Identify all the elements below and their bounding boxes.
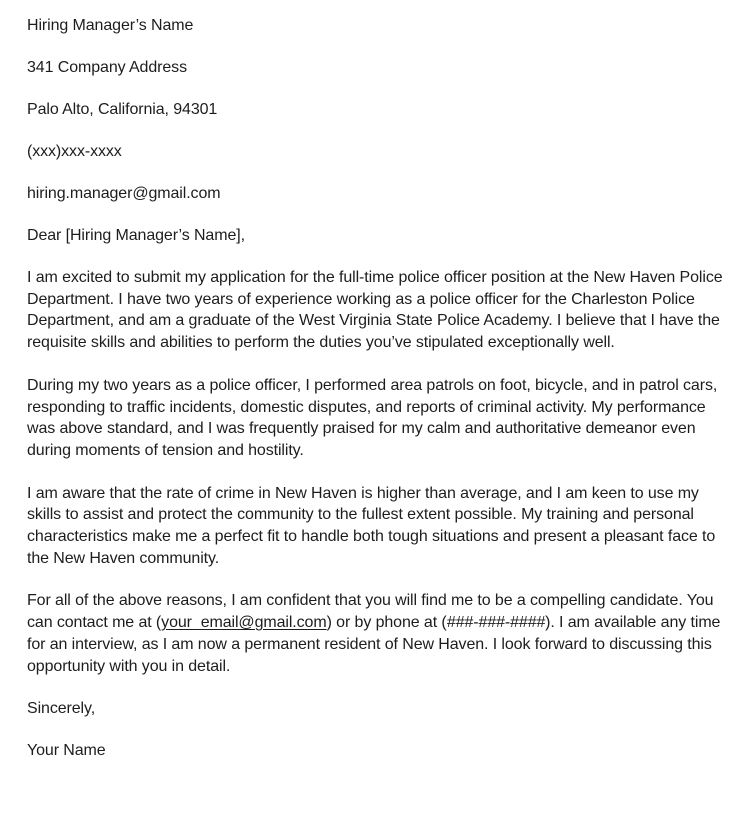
contact-phone-placeholder: ###-###-#### (446, 614, 546, 632)
city-state-zip-line: Palo Alto, California, 94301 (27, 101, 218, 118)
phone-line: (xxx)xxx-xxxx (27, 143, 122, 160)
signature-line: Your Name (27, 742, 106, 760)
paragraph-experience: During my two years as a police officer, I performed area patrols on foot, bicycle, and in patrol cars, responding to traffic incidents, domestic disputes, and reports of criminal activity. My performance was above standard, and I was frequently praised for my calm and authoritative demeanor even during moments of tension and hostility. (27, 376, 718, 459)
signoff-line: Sincerely, (27, 700, 96, 718)
contact-email-link[interactable]: your_email@gmail.com (161, 614, 327, 632)
paragraph-motivation: I am aware that the rate of crime in New Haven is higher than average, and I am keen to use my skills to assist and protect the community to the fullest extent possible. My training and personal characteristics make me a perfect fit to handle both tough situations and present a pleasant face to the New Haven community. (27, 484, 716, 567)
salutation-line: Dear [Hiring Manager’s Name], (27, 227, 245, 244)
paragraph-introduction: I am excited to submit my application for the full-time police officer position at the New Haven Police Department. I have two years of experience working as a police officer for the Charleston Police Department, and am a graduate of the West Virginia State Police Academy. I believe that I have the requisite skills and abilities to perform the duties you’ve stipulated exceptionally well. (27, 269, 723, 352)
email-line: hiring.manager@gmail.com (27, 185, 221, 202)
company-address-line: 341 Company Address (27, 59, 187, 76)
contact-text-between: ) or by phone at ( (326, 614, 447, 632)
paragraph-contact (27, 590, 723, 677)
contact-text-after: ). I am available any time for an interview, as I am now a permanent resident of New Haven. I look forward to discussing this opportunity with you in detail. (27, 614, 721, 675)
recipient-name-line: Hiring Manager’s Name (27, 17, 194, 34)
contact-text-before-email: For all of the above reasons, I am confident that you will find me to be a compelling candidate. You can contact me at ( (27, 592, 714, 632)
